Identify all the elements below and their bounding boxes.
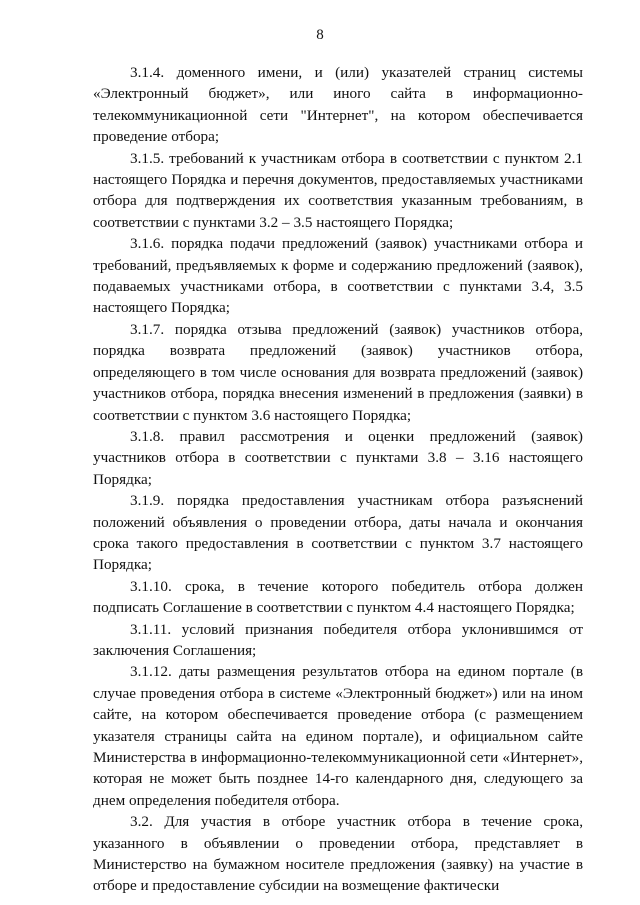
paragraph-3-1-6: 3.1.6. порядка подачи предложений (заявок) участниками отбора и требований, предъявляемых к форме и содержанию предложений (заявок), подаваемых участниками отбора, в соответствии с пунктами 3.4, 3.5 настоящего Порядка; [93, 235, 583, 317]
paragraph-3-1-8: 3.1.8. правил рассмотрения и оценки предложений (заявок) участников отбора в соответствии с пунктами 3.8 – 3.16 настоящего Порядка; [93, 427, 583, 488]
paragraph-3-1-9: 3.1.9. порядка предоставления участникам отбора разъяснений положений объявления о проведении отбора, даты начала и окончания срока такого предоставления в соответствии с пунктом 3.7 настоящего Порядка; [93, 492, 583, 574]
paragraph-3-1-10: 3.1.10. срока, в течение которого победитель отбора должен подписать Соглашение в соответствии с пунктом 4.4 настоящего Порядка; [93, 577, 583, 617]
paragraph-3-1-4: 3.1.4. доменного имени, и (или) указателей страниц системы «Электронный бюджет», или иного сайта в информационно-телекоммуникационной сети "Интернет", на котором обеспечивается проведение отбора; [93, 64, 583, 146]
document-body [93, 62, 583, 897]
paragraph-3-1-11: 3.1.11. условий признания победителя отбора уклонившимся от заключения Соглашения; [93, 620, 583, 659]
page-number: 8 [316, 27, 324, 43]
paragraph-3-2: 3.2. Для участия в отборе участник отбора в течение срока, указанного в объявлении о проведении отбора, представляет в Министерство на бумажном носителе предложения (заявку) на участие в отборе и предоставление субсидии на возмещение фактически [93, 813, 583, 895]
paragraph-3-1-12: 3.1.12. даты размещения результатов отбора на едином портале (в случае проведения отбора в системе «Электронный бюджет») или на ином сайте, на котором обеспечивается проведение отбора (с размещением указателя страницы сайта на едином портале), и официальном сайте Министерства в информационно-телекоммуникационной сети «Интернет», которая не может быть позднее 14-го календарного дня, следующего за днем определения победителя отбора. [93, 663, 583, 809]
paragraph-3-1-5: 3.1.5. требований к участникам отбора в соответствии с пунктом 2.1 настоящего Порядка и перечня документов, предоставляемых участниками отбора для подтверждения их соответствия указанным требованиям, в соответствии с пунктами 3.2 – 3.5 настоящего Порядка; [93, 149, 583, 231]
paragraph-3-1-7: 3.1.7. порядка отзыва предложений (заявок) участников отбора, порядка возврата предложений (заявок) участников отбора, определяющего в том числе основания для возврата предложений (заявок) участников отбора, порядка внесения изменений в предложения (заявки) в соответствии с пунктом 3.6 настоящего Порядка; [93, 320, 583, 424]
